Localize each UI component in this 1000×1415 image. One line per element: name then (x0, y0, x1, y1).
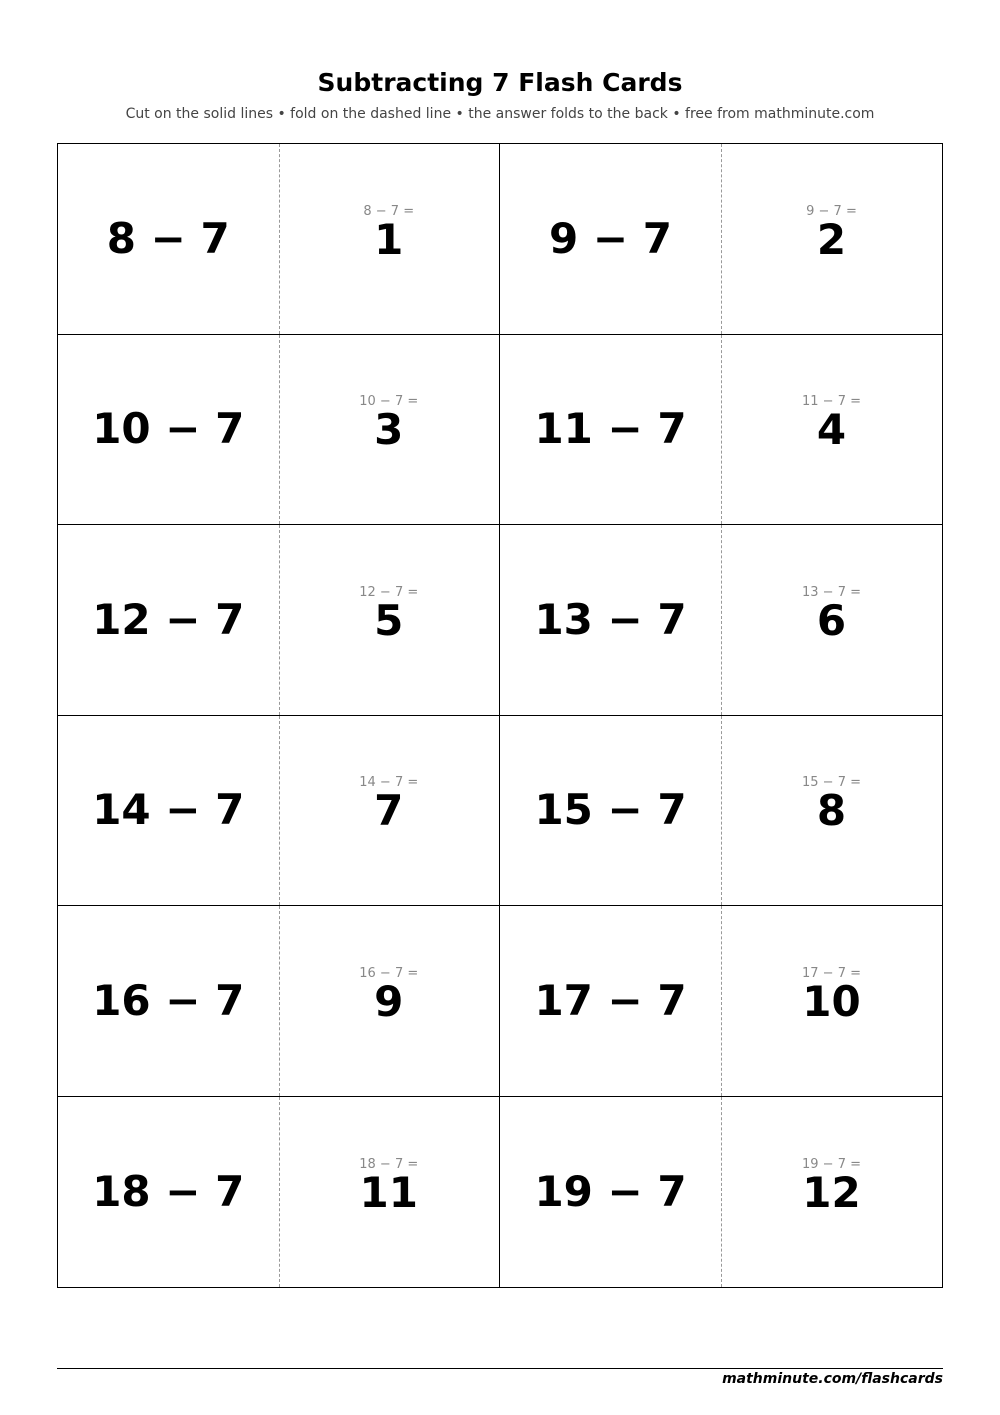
card-back (721, 144, 942, 334)
card-question: 10 − 7 (92, 404, 245, 454)
card-answer: 7 (374, 786, 404, 836)
card-front (500, 906, 721, 1096)
flash-card (58, 906, 500, 1097)
card-hint: 11 − 7 = (802, 394, 861, 410)
flash-card-grid (57, 143, 943, 1288)
card-hint: 10 − 7 = (359, 394, 419, 410)
card-answer: 6 (816, 595, 847, 645)
card-back (721, 525, 942, 715)
card-question: 19 − 7 (534, 1166, 687, 1216)
flash-card (58, 335, 500, 526)
flash-card (58, 525, 500, 716)
card-hint: 15 − 7 = (802, 775, 861, 791)
card-answer: 2 (816, 214, 847, 264)
flash-card (500, 1097, 942, 1288)
card-back (721, 716, 942, 906)
card-front (500, 525, 721, 715)
footer-link-text: mathminute.com/flashcards (722, 1371, 943, 1387)
card-front (58, 906, 279, 1096)
card-hint: 8 − 7 = (363, 203, 415, 219)
card-hint: 19 − 7 = (802, 1156, 861, 1172)
card-back (279, 716, 500, 906)
card-answer: 8 (816, 786, 847, 836)
card-question: 17 − 7 (534, 975, 687, 1025)
card-back (721, 335, 942, 525)
card-back (721, 906, 942, 1096)
card-back (279, 1097, 500, 1288)
card-front (58, 144, 279, 334)
card-back (279, 906, 500, 1096)
card-front (58, 716, 279, 906)
card-question: 13 − 7 (534, 594, 687, 644)
card-front (500, 144, 721, 334)
page-instructions: Cut on the solid lines • fold on the dashed line • the answer folds to the back • free from mathminute.com (125, 106, 875, 122)
card-front (58, 335, 279, 525)
card-question: 15 − 7 (534, 785, 687, 835)
card-back (721, 1097, 942, 1288)
card-hint: 12 − 7 = (359, 584, 419, 600)
flash-card (500, 144, 942, 335)
card-hint: 18 − 7 = (359, 1156, 419, 1172)
flash-card (58, 1097, 500, 1288)
card-hint: 17 − 7 = (802, 965, 861, 981)
card-answer: 10 (802, 976, 861, 1026)
flash-card (500, 335, 942, 526)
card-answer: 11 (359, 1167, 418, 1217)
page-title: Subtracting 7 Flash Cards (317, 68, 683, 97)
card-front (500, 335, 721, 525)
card-answer: 5 (374, 595, 404, 645)
flash-card (58, 144, 500, 335)
card-answer: 1 (374, 214, 404, 264)
card-front (58, 1097, 279, 1288)
card-question: 16 − 7 (92, 975, 245, 1025)
card-question: 14 − 7 (92, 785, 245, 835)
card-front (500, 716, 721, 906)
flash-card (500, 906, 942, 1097)
card-answer: 12 (802, 1167, 861, 1217)
card-answer: 3 (374, 405, 404, 455)
footer-divider (57, 1368, 943, 1369)
card-hint: 9 − 7 = (806, 203, 857, 219)
card-question: 18 − 7 (92, 1166, 245, 1216)
flash-card (500, 716, 942, 907)
flash-card (500, 525, 942, 716)
card-hint: 14 − 7 = (359, 775, 419, 791)
flash-card (58, 716, 500, 907)
card-hint: 16 − 7 = (359, 965, 419, 981)
card-back (279, 144, 500, 334)
card-answer: 9 (374, 976, 404, 1026)
card-question: 12 − 7 (92, 594, 245, 644)
card-back (279, 525, 500, 715)
card-answer: 4 (816, 405, 847, 455)
card-front (58, 525, 279, 715)
card-front (500, 1097, 721, 1288)
card-question: 11 − 7 (534, 404, 687, 454)
card-question: 8 − 7 (106, 213, 230, 263)
card-hint: 13 − 7 = (802, 584, 861, 600)
card-question: 9 − 7 (549, 213, 672, 263)
card-back (279, 335, 500, 525)
